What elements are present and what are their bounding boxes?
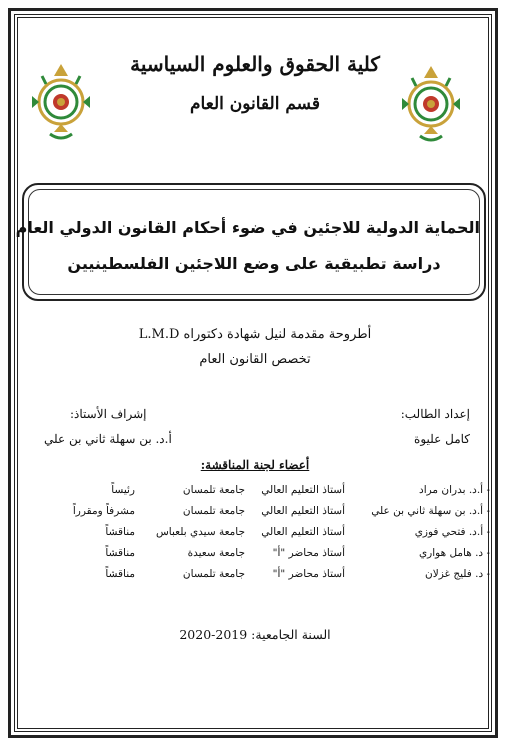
title-frame-inner — [15, 189, 480, 295]
committee-member-row — [30, 547, 490, 565]
member-university: جامعة تلمسان — [182, 484, 245, 496]
supervisor-name: أ.د. بن سهلة ثاني بن علي — [44, 432, 172, 446]
member-grade: أستاذ التعليم العالي — [261, 526, 345, 538]
member-role: مشرفاً ومقرراً — [72, 505, 135, 517]
member-name: - أ.د. بن سهلة ثاني بن علي — [371, 505, 490, 517]
specialization: تخصص القانون العام — [199, 352, 311, 367]
thesis-description: أطروحة مقدمة لنيل شهادة دكتوراه L.M.D — [138, 327, 372, 342]
committee-member-row — [30, 568, 490, 586]
member-name: - د. فليج غزلان — [425, 568, 490, 580]
member-name: - أ.د. بدران مراد — [419, 484, 490, 496]
member-role: مناقشاً — [105, 526, 135, 538]
member-university: جامعة تلمسان — [182, 568, 245, 580]
member-name: - د. هامل هواري — [418, 547, 490, 559]
committee-member-row — [30, 505, 490, 523]
faculty-name: كلية الحقوق والعلوم السياسية — [130, 52, 380, 76]
member-role: رئيساً — [111, 484, 135, 496]
member-name: - أ.د. فتحي فوزي — [414, 526, 490, 538]
committee-title: أعضاء لجنة المناقشة: — [200, 458, 310, 472]
committee-member-row — [30, 484, 490, 502]
member-grade: أستاذ محاضر "أ" — [272, 547, 345, 559]
thesis-title-line2: دراسة تطبيقية على وضع اللاجئين الفلسطينيين — [67, 254, 441, 273]
member-university: جامعة سيدي بلعباس — [155, 526, 245, 538]
supervisor-label: إشراف الأستاذ: — [70, 407, 147, 421]
committee-member-row — [30, 526, 490, 544]
student-label: إعداد الطالب: — [400, 407, 470, 421]
member-role: مناقشاً — [105, 568, 135, 580]
student-name: كامل عليوة — [414, 432, 470, 446]
thesis-title-line1: الحماية الدولية للاجئين في ضوء أحكام القانون الدولي العام — [15, 218, 480, 237]
member-grade: أستاذ التعليم العالي — [261, 484, 345, 496]
member-role: مناقشاً — [105, 547, 135, 559]
academic-year: السنة الجامعية: 2019-2020 — [179, 627, 331, 642]
member-grade: أستاذ محاضر "أ" — [272, 568, 345, 580]
department-name: قسم القانون العام — [190, 94, 320, 114]
member-university: جامعة تلمسان — [182, 505, 245, 517]
member-university: جامعة سعيدة — [187, 547, 245, 559]
member-grade: أستاذ التعليم العالي — [261, 505, 345, 517]
